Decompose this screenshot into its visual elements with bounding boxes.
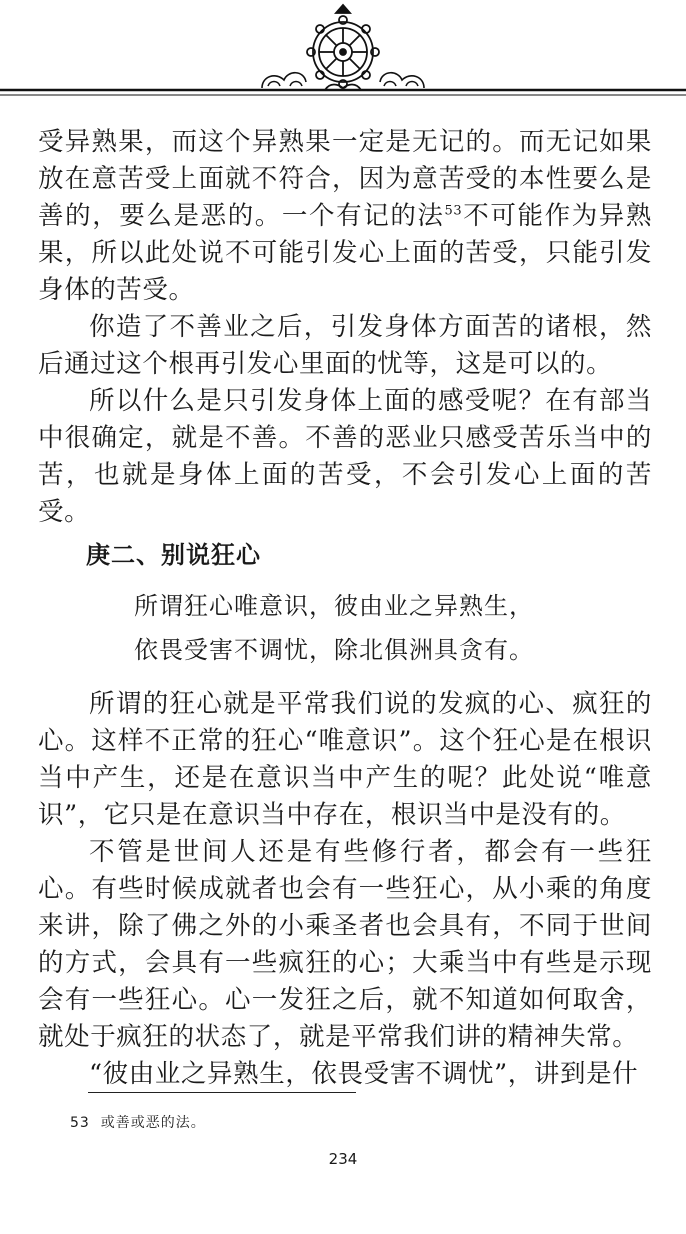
footnote-number: 53 bbox=[70, 1115, 90, 1131]
footnote-ref[interactable]: 53 bbox=[444, 203, 463, 219]
verse-line-1: 所谓狂心唯意识，彼由业之异熟生， bbox=[134, 592, 534, 620]
paragraph-2: 你造了不善业之后，引发身体方面苦的诸根，然后通过这个根再引发心里面的忧等，这是可以的。 bbox=[38, 312, 652, 379]
cloud-ornament-right bbox=[380, 73, 424, 88]
dharma-wheel-icon bbox=[307, 5, 379, 90]
footnote bbox=[70, 1112, 206, 1132]
header-ornament bbox=[0, 0, 686, 110]
paragraph-4: 所谓的狂心就是平常我们说的发疯的心、疯狂的心。这样不正常的狂心“唯意识”。这个狂心是在根识当中产生，还是在意识当中产生的呢？此处说“唯意识”，它只是在意识当中存在，根识当中是没有的。 bbox=[38, 689, 652, 830]
cloud-ornament-left bbox=[262, 73, 306, 88]
section-heading: 庚二、别说狂心 bbox=[86, 541, 261, 569]
paragraph-1: 受异熟果，而这个异熟果一定是无记的。而无记如果放在意苦受上面就不符合，因为意苦受的本性要么是善的，要么是恶的。一个有记的法$^{53}$不可能作为异熟果，所以此处说不可能引发心上面的苦受，只能引发身体的苦受。 bbox=[38, 127, 652, 305]
footnote-text: 或善或恶的法。 bbox=[100, 1115, 206, 1131]
verse-block bbox=[38, 584, 652, 672]
verse-line-2: 依畏受害不调忧，除北俱洲具贪有。 bbox=[134, 636, 534, 664]
page-number: 234 bbox=[328, 1150, 358, 1168]
paragraph-6: “彼由业之异熟生，依畏受害不调忧”，讲到是什 bbox=[89, 1059, 639, 1089]
page-body bbox=[38, 124, 652, 1093]
footnote-divider bbox=[88, 1092, 356, 1093]
paragraph-3: 所以什么是只引发身体上面的感受呢？在有部当中很确定，就是不善。不善的恶业只感受苦乐当中的苦，也就是身体上面的苦受，不会引发心上面的苦受。 bbox=[38, 386, 652, 527]
paragraph-5: 不管是世间人还是有些修行者，都会有一些狂心。有些时候成就者也会有一些狂心，从小乘的角度来讲，除了佛之外的小乘圣者也会具有，不同于世间的方式，会具有一些疯狂的心；大乘当中有些是示现会有一些狂心。心一发狂之后，就不知道如何取舍，就处于疯狂的状态了，就是平常我们讲的精神失常。 bbox=[38, 837, 652, 1052]
